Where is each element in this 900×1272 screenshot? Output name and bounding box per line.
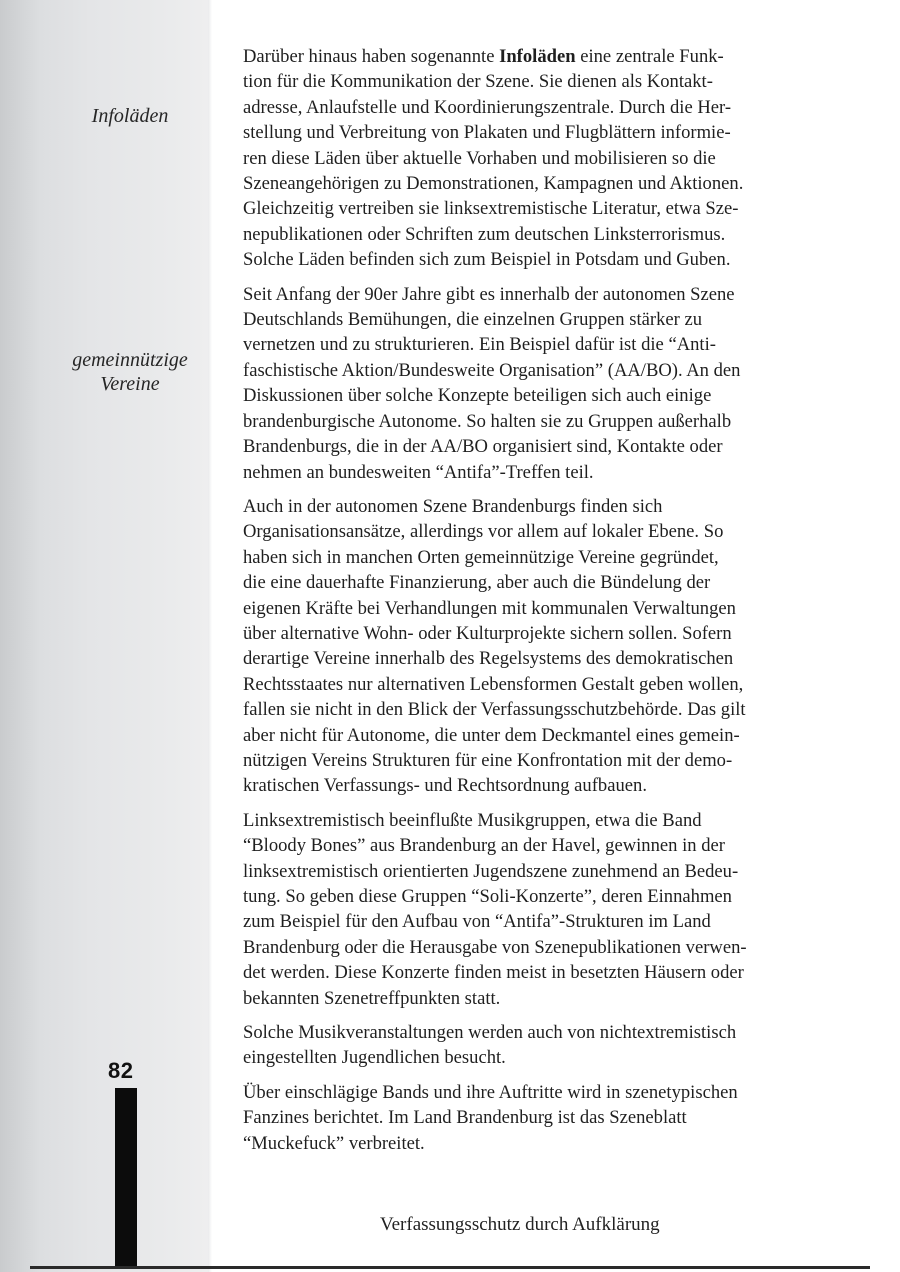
bold-term-infolaeden: Infoläden [499,46,576,67]
text-line: nehmen an bundesweiten “Antifa”-Treffen teil. [243,461,594,483]
text-line: vernetzen und zu strukturieren. Ein Beispiel dafür ist die “Anti- [243,334,716,356]
text-line: haben sich in manchen Orten gemeinnützige Vereine gegründet, [243,546,719,568]
page-number: 82 [108,1058,134,1083]
text-line: “Muckefuck” verbreitet. [243,1132,425,1154]
text-line: fallen sie nicht in den Blick der Verfassungsschutzbehörde. Das gilt [243,699,746,721]
text-line: faschistische Aktion/Bundesweite Organisation” (AA/BO). An den [243,359,741,381]
text-line: aber nicht für Autonome, die unter dem Deckmantel eines gemein- [243,724,740,746]
page-footer: Verfassungsschutz durch Aufklärung [380,1214,660,1235]
text-line: Linksextremistisch beeinflußte Musikgruppen, etwa die Band [243,809,702,831]
text-line: bekannten Szenetreffpunkten statt. [243,987,501,1009]
text-line: eingestellten Jugendlichen besucht. [243,1047,506,1069]
paragraph-infolaeden [243,44,843,273]
text-line: zum Beispiel für den Aufbau von “Antifa”-Strukturen im Land [243,911,711,933]
text-line: Gleichzeitig vertreiben sie linksextremistische Literatur, etwa Sze- [243,198,739,220]
body-text [243,44,843,1165]
text-line: det werden. Diese Konzerte finden meist in besetzten Häusern oder [243,962,744,984]
text-line: Rechtsstaates nur alternativen Lebensformen Gestalt geben wollen, [243,673,744,695]
text-line: Szeneangehörigen zu Demonstrationen, Kampagnen und Aktionen. [243,173,744,195]
margin-note-vereine-line2: Vereine [100,373,160,395]
text-line: Diskussionen über solche Konzepte beteiligen sich auch einige [243,385,712,407]
margin-note-vereine-line1: gemeinnützige [72,349,188,371]
text-line: Deutschlands Bemühungen, die einzelnen Gruppen stärker zu [243,309,703,331]
text-fragment: eine zentrale Funk- [575,46,724,67]
text-line [243,44,843,69]
text-line: Auch in der autonomen Szene Brandenburgs finden sich [243,495,663,517]
text-fragment: Darüber hinaus haben sogenannte [243,46,500,67]
text-line: nepublikationen oder Schriften zum deutschen Linksterrorismus. [243,223,726,245]
text-line: kratischen Verfassungs- und Rechtsordnung aufbauen. [243,775,647,797]
text-line: Brandenburgs, die in der AA/BO organisiert sind, Kontakte oder [243,436,723,458]
paragraph-fanzines [243,1080,843,1156]
paragraph-vereine [243,494,843,799]
text-line: linksextremistisch orientierten Jugendszene zunehmend an Bedeu- [243,860,739,882]
text-line: ren diese Läden über aktuelle Vorhaben und mobilisieren so die [243,147,716,169]
margin-sidebar [0,0,208,1272]
text-line: brandenburgische Autonome. So halten sie zu Gruppen außerhalb [243,410,732,432]
text-line: tung. So geben diese Gruppen “Soli-Konzerte”, deren Einnahmen [243,886,732,907]
text-line: adresse, Anlaufstelle und Koordinierungszentrale. Durch die Her- [243,96,732,118]
paragraph-musikgruppen [243,808,843,1011]
text-line: nützigen Vereins Strukturen für eine Konfrontation mit der demo- [243,749,733,771]
text-line: stellung und Verbreitung von Plakaten und Flugblättern informie- [243,122,731,144]
text-line: Seit Anfang der 90er Jahre gibt es innerhalb der autonomen Szene [243,283,735,305]
page-number-bar [115,1088,137,1266]
paragraph-aabo [243,282,843,485]
margin-note-infolaeden [25,104,235,128]
text-line: derartige Vereine innerhalb des Regelsystems des demokratischen [243,648,734,670]
text-line: “Bloody Bones” aus Brandenburg an der Havel, gewinnen in der [243,835,725,857]
margin-note-vereine [25,348,235,396]
margin-note-infolaeden-text: Infoläden [91,105,169,127]
text-line: Solche Musikveranstaltungen werden auch von nichtextremistisch [243,1022,737,1044]
text-line: die eine dauerhafte Finanzierung, aber auch die Bündelung der [243,572,711,594]
sidebar-edge [208,0,212,1272]
text-line: Solche Läden befinden sich zum Beispiel in Potsdam und Guben. [243,249,731,271]
text-line: eigenen Kräfte bei Verhandlungen mit kommunalen Verwaltungen [243,597,736,619]
paragraph-veranstaltungen [243,1020,843,1071]
text-line: Organisationsansätze, allerdings vor allem auf lokaler Ebene. So [243,521,724,543]
text-line: tion für die Kommunikation der Szene. Sie dienen als Kontakt- [243,71,713,93]
bottom-rule [30,1266,870,1269]
text-line: über alternative Wohn- oder Kulturprojekte sichern sollen. Sofern [243,622,732,644]
text-line: Über einschlägige Bands und ihre Auftritte wird in szenetypischen [243,1081,738,1103]
text-line: Fanzines berichtet. Im Land Brandenburg ist das Szeneblatt [243,1107,687,1129]
text-line: Brandenburg oder die Herausgabe von Szenepublikationen verwen- [243,936,747,958]
